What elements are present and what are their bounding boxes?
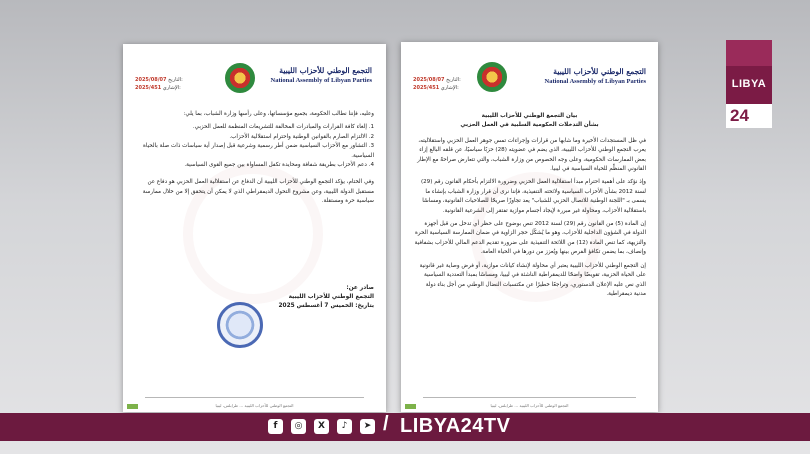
ref-label: الإشاري: — [440, 85, 459, 91]
paragraph: في ظل المستجدات الأخيرة وما شابها من قرارات وإجراءات تمس جوهر العمل الحزبي واستقلاليته، يعرب التجمع الوطني للأحزاب الليبية، الذي يضم في عضويته (28) حزبًا سياسيًا، عن قلقه البالغ إزاء بعض الممارسات الحكومية، وعلى وجه الخصوص من وزارة الشباب، والتي تتعارض صراحةً مع الإطار القانوني المنظِّم للحياة السياسية في ليبيا. — [417, 137, 646, 173]
letterhead — [401, 48, 658, 91]
footer-corner-mark — [127, 404, 138, 409]
paragraph: وإذ نؤكد على أهمية احترام مبدأ استقلالية العمل الحزبي وضرورة الالتزام بأحكام القانون رقم (29) لسنة 2012 بشأن الأحزاب السياسية ولائحته التنفيذية، فإننا نرى أن قرار وزارة الشباب بإنشاء ما يسمى بـ "اللجنة الوطنية للاتصال الحزبي للشباب" يعد تجاوزًا صريحًا للصلاحيات القانونية، ومساسًا باستقلالية الأحزاب، ومحاولة غير مبررة لإيجاد أجسام موازية تفتقر إلى الشرعية القانونية. — [420, 179, 646, 214]
paragraph: إن التجمع الوطني للأحزاب الليبية يعتبر أي محاولة لإنشاء كيانات موازية، أو فرض وصاية غير قانونية على الحياة الحزبية، تقويضًا واضحًا للديمقراطية الناشئة في ليبيا، ومساسًا بمبدأ التعددية السياسية الذي نص عليه الإعلان الدستوري، وتراجعًا خطيرًا عن مكتسبات النضال الوطني من أجل بناء دولة مدنية ديمقراطية. — [419, 262, 646, 297]
letter-ref: 2025/451 — [135, 85, 162, 91]
document-page-2 — [123, 44, 386, 412]
logo-word: LIBYA — [726, 66, 772, 104]
org-name-ar: التجمع الوطني للأحزاب الليبية — [553, 67, 646, 76]
letter-ref: 2025/451 — [413, 85, 440, 91]
statement-title — [413, 112, 646, 131]
letter-body — [135, 110, 374, 211]
letterhead — [123, 50, 386, 90]
paragraph: وعليه، فإننا نطالب الحكومة، بجميع مؤسساتها، وعلى رأسها وزارة الشباب، بما يلي: — [183, 111, 374, 117]
statement-body — [413, 112, 646, 303]
channel-handle: LIBYA24TV — [400, 415, 511, 437]
signature-block — [279, 284, 374, 311]
footer-divider — [423, 397, 636, 398]
footer-separator: / — [383, 413, 389, 435]
footer-corner-mark — [405, 404, 416, 409]
date-label: التاريخ: — [446, 77, 461, 83]
list-item: 1. إلغاء كافة القرارات والمبادرات المخالفة للتشريعات المنظمة للعمل الحزبي. — [192, 124, 374, 131]
logo-top-block — [726, 40, 772, 66]
instagram-icon[interactable]: ◎ — [291, 419, 306, 434]
letter-meta — [413, 76, 461, 92]
party-logo-icon — [477, 62, 507, 92]
issued-label: صادر عن: — [346, 285, 374, 291]
footer-divider — [145, 397, 364, 398]
issuer-name: التجمع الوطني للأحزاب الليبية — [288, 294, 374, 300]
list-item: 3. التشاور مع الأحزاب السياسية ضمن أطر رسمية وشرعية قبل إصدار أية سياسات ذات صلة بالحياة السياسية. — [142, 143, 374, 159]
list-item: 4. دعم الأحزاب بطريقة شفافة ومحايدة تكفل المساواة بين جميع القوى السياسية. — [184, 162, 374, 169]
org-name-ar: التجمع الوطني للأحزاب الليبية — [279, 66, 372, 75]
telegram-icon[interactable]: ➤ — [360, 419, 375, 434]
statement-title-line-1: بيان التجمع الوطني للأحزاب الليبية — [481, 113, 578, 119]
letter-date: 2025/08/07 — [413, 77, 445, 83]
ref-label: الإشاري: — [162, 85, 181, 91]
issue-date: بتاريخ: الخميس 7 أغسطس 2025 — [278, 303, 374, 309]
paragraph: وفي الختام، يؤكد التجمع الوطني للأحزاب الليبية أن الدفاع عن استقلالية العمل الحزبي هو دفاع عن مستقبل الدولة الليبية، وعن مشروع التحول الديمقراطي الذي لا يمكن أن يتحقق إلا من خلال ممارسة سياسية حرة ومستقلة. — [142, 179, 374, 205]
date-label: التاريخ: — [168, 77, 183, 83]
x-icon[interactable]: X — [314, 419, 329, 434]
letter-date: 2025/08/07 — [135, 77, 167, 83]
org-name-en: National Assembly of Libyan Parties — [544, 78, 646, 85]
libya24-logo — [726, 40, 772, 128]
page-footer: التجمع الوطني للأحزاب الليبية ... طرابلس، ليبيا — [490, 403, 569, 408]
org-name-en: National Assembly of Libyan Parties — [270, 77, 372, 84]
document-page-1 — [401, 42, 658, 412]
party-logo-icon — [225, 63, 255, 93]
logo-number: 24 — [726, 104, 772, 128]
list-item: 2. الالتزام الصارم بالقوانين الوطنية واحترام استقلالية الأحزاب. — [229, 133, 374, 140]
official-stamp-icon — [217, 302, 263, 348]
letter-meta — [135, 76, 183, 92]
facebook-icon[interactable]: f — [268, 419, 283, 434]
statement-title-line-2: بشأن التدخلات الحكومية السلبية في العمل الحزبي — [460, 122, 599, 129]
tiktok-icon[interactable]: ♪ — [337, 419, 352, 434]
paragraph: إن المادة (5) من القانون رقم (29) لسنة 2012 تنص بوضوح على حظر أي تدخل من قبل أجهزة الدولة في الشؤون الداخلية للأحزاب، وهو ما يُشكّل حجر الزاوية في ضمان الممارسة السياسية الحرة والنزيهة، كما تنص المادة (12) من اللائحة التنفيذية على ضرورة تقديم الدعم المالي للأحزاب بشفافية وإنصاف، بما يضمن تكافؤ الفرص بينها ويُعزز من دورها في الحياة العامة. — [414, 221, 646, 256]
page-footer: التجمع الوطني للأحزاب الليبية ... طرابلس، ليبيا — [215, 403, 294, 408]
